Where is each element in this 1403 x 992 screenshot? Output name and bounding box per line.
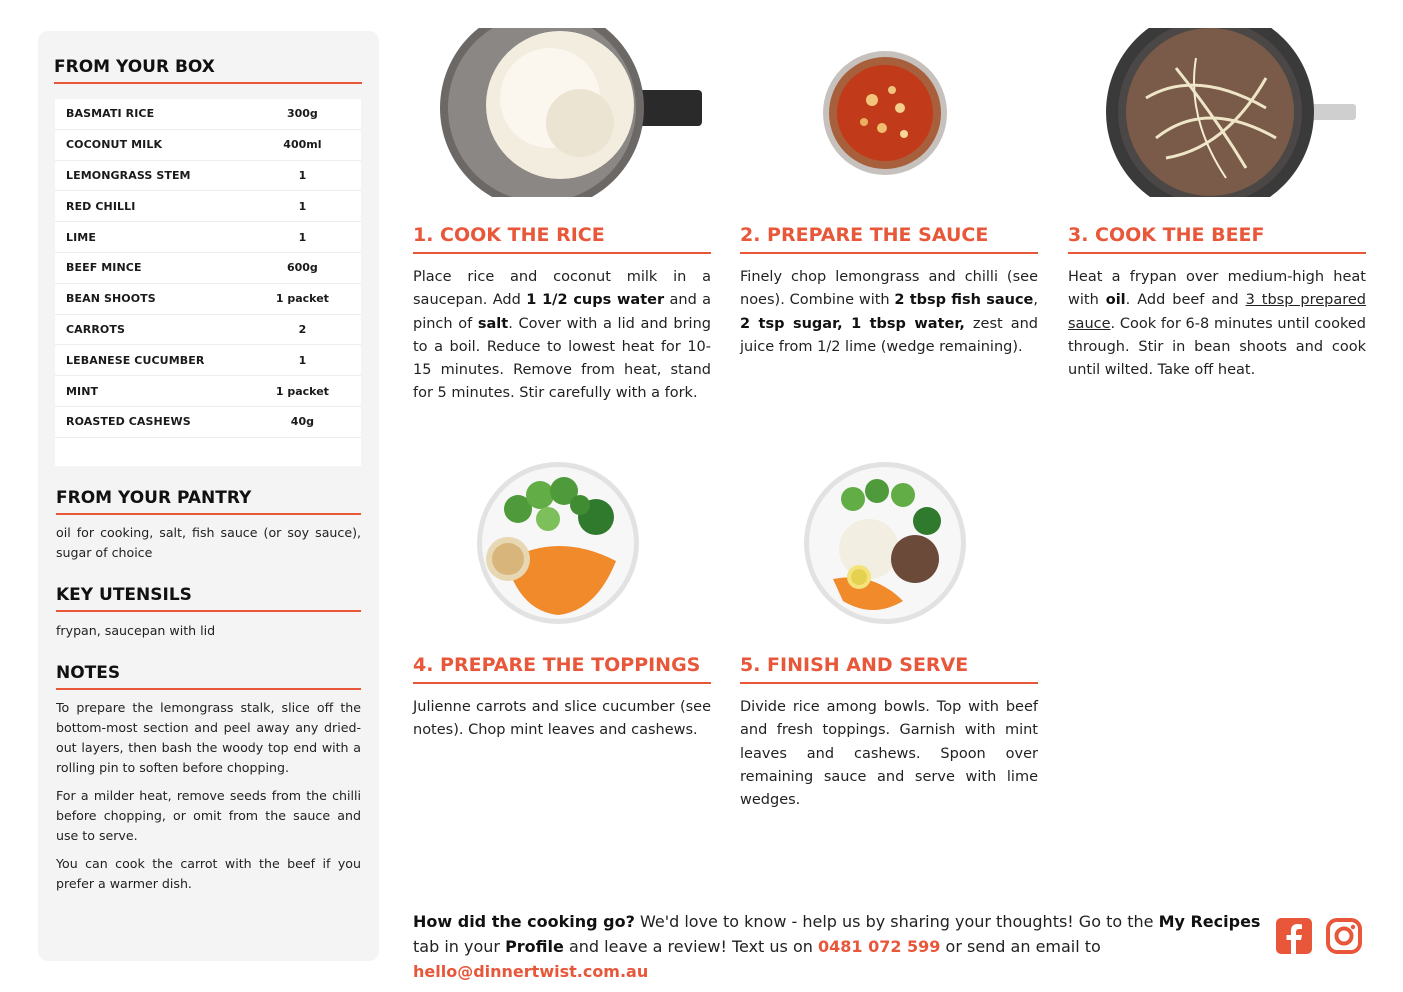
ingredient-name: COCONUT MILK bbox=[66, 138, 163, 152]
ingredient-qty: 1 bbox=[298, 168, 307, 182]
pantry-text: oil for cooking, salt, fish sauce (or soy sauce), sugar of choice bbox=[56, 525, 361, 560]
ingredients-table bbox=[55, 99, 361, 466]
utensils-title: KEY UTENSILS bbox=[56, 585, 361, 612]
facebook-icon[interactable] bbox=[1275, 917, 1313, 955]
ingredient-row bbox=[55, 161, 361, 192]
ingredient-qty: 40g bbox=[290, 415, 314, 429]
beef-frypan-image bbox=[1106, 28, 1358, 198]
step-1-body: Place rice and coconut milk in a saucepan. Add 1 1/2 cups water and a pinch of salt. Cover with a lid and bring to a boil. Reduce to lowest heat for 10-15 minutes. Remove from heat, stand for 5 minutes. Stir carefully with a fork. bbox=[413, 269, 712, 402]
ingredient-row bbox=[55, 253, 361, 284]
ingredient-name: RED CHILLI bbox=[66, 199, 136, 213]
ingredient-qty: 2 bbox=[298, 322, 307, 336]
rice-pot-image bbox=[440, 28, 702, 198]
ingredient-row bbox=[55, 407, 361, 438]
ingredient-row bbox=[55, 191, 361, 222]
ingredient-row bbox=[55, 315, 361, 346]
instagram-icon[interactable] bbox=[1325, 917, 1363, 955]
notes-list bbox=[56, 698, 361, 902]
step-4-title: 4. PREPARE THE TOPPINGS bbox=[413, 654, 711, 684]
step-5-body: Divide rice among bowls. Top with beef and fresh toppings. Garnish with mint leaves and cashews. Spoon over remaining sauce and serve with lime wedges. bbox=[740, 699, 1038, 809]
step-3-body: Heat a frypan over medium-high heat with oil. Add beef and 3 tbsp prepared sauce. Cook for 6-8 minutes until cooked through. Stir in bean shoots and cook until wilted. Take off heat. bbox=[1068, 269, 1367, 379]
ingredient-name: BEEF MINCE bbox=[66, 261, 142, 275]
ingredient-qty: 1 packet bbox=[275, 384, 329, 398]
ingredient-row bbox=[55, 99, 361, 130]
pantry-title: FROM YOUR PANTRY bbox=[56, 488, 361, 515]
ingredient-name: ROASTED CASHEWS bbox=[66, 415, 191, 429]
ingredient-qty: 600g bbox=[286, 261, 318, 275]
sauce-bowl-image bbox=[822, 50, 948, 176]
ingredient-row bbox=[55, 130, 361, 161]
ingredient-qty: 1 bbox=[298, 199, 307, 213]
box-title: FROM YOUR BOX bbox=[54, 57, 362, 84]
step-4-body: Julienne carrots and slice cucumber (see notes). Chop mint leaves and cashews. bbox=[413, 699, 711, 739]
ingredient-name: LEBANESE CUCUMBER bbox=[66, 353, 205, 367]
toppings-plate-image bbox=[476, 461, 640, 625]
feedback-footer: How did the cooking go? We'd love to know - help us by sharing your thoughts! Go to the My Recipes tab in your Profile and leave a review! Text us on 0481 072 599 or send an email to hello@dinnertwist.com.au bbox=[413, 912, 1261, 981]
note-item: For a milder heat, remove seeds from the chilli before chopping, or omit from the sauce and use to serve. bbox=[56, 788, 361, 843]
sidebar-panel bbox=[38, 31, 379, 961]
ingredient-qty: 1 bbox=[298, 353, 307, 367]
note-item: You can cook the carrot with the beef if you prefer a warmer dish. bbox=[56, 856, 361, 891]
ingredient-name: LEMONGRASS STEM bbox=[66, 168, 191, 182]
step-2-body: Finely chop lemongrass and chilli (see noes). Combine with 2 tbsp fish sauce, 2 tsp sugar, 1 tbsp water, zest and juice from 1/2 lime (wedge remaining). bbox=[740, 269, 1038, 355]
ingredient-row bbox=[55, 222, 361, 253]
finished-bowl-image bbox=[803, 461, 967, 625]
ingredient-row bbox=[55, 376, 361, 407]
step-3-title: 3. COOK THE BEEF bbox=[1068, 224, 1366, 254]
ingredient-name: MINT bbox=[66, 384, 99, 398]
utensils-text: frypan, saucepan with lid bbox=[56, 623, 216, 638]
ingredient-row bbox=[55, 345, 361, 376]
phone-link[interactable]: 0481 072 599 bbox=[817, 937, 941, 956]
notes-title: NOTES bbox=[56, 663, 361, 690]
ingredient-name: LIME bbox=[66, 230, 96, 244]
step-1-title: 1. COOK THE RICE bbox=[413, 224, 711, 254]
ingredient-name: CARROTS bbox=[66, 322, 126, 336]
note-item: To prepare the lemongrass stalk, slice off the bottom-most section and peel away any dried-out layers, then bash the woody top end with a rolling pin to soften before chopping. bbox=[56, 700, 361, 775]
ingredient-name: BASMATI RICE bbox=[66, 107, 155, 121]
ingredient-qty: 1 packet bbox=[275, 292, 329, 306]
ingredient-qty: 400ml bbox=[283, 138, 322, 152]
ingredient-name: BEAN SHOOTS bbox=[66, 292, 156, 306]
ingredient-row bbox=[55, 284, 361, 315]
ingredient-qty: 300g bbox=[286, 107, 318, 121]
step-5-title: 5. FINISH AND SERVE bbox=[740, 654, 1038, 684]
ingredient-qty: 1 bbox=[298, 230, 307, 244]
email-link[interactable]: hello@dinnertwist.com.au bbox=[413, 962, 649, 981]
step-2-title: 2. PREPARE THE SAUCE bbox=[740, 224, 1038, 254]
